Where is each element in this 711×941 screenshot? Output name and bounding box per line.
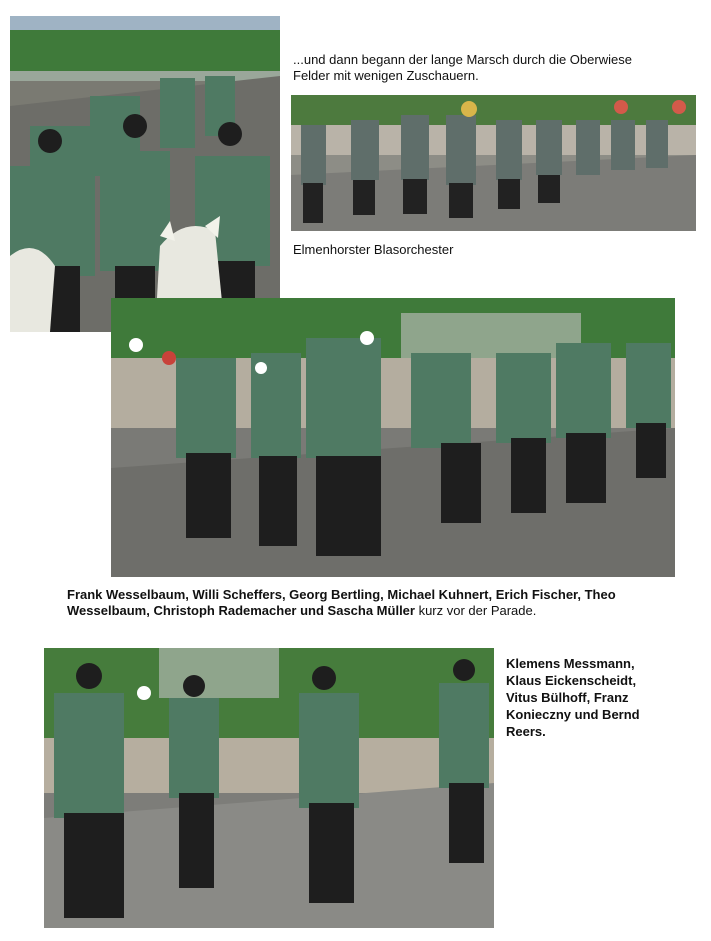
parade-leaders-photo (111, 298, 675, 577)
marching-column-photo (10, 16, 280, 332)
parade-caption-rest: kurz vor der Parade. (414, 603, 537, 618)
officers-caption: Klemens Messmann, Klaus Eickenscheidt, Vitus Bülhoff, Franz Konieczny und Bernd Reers. (506, 656, 640, 739)
parade-caption-names: Frank Wesselbaum, Willi Scheffers, Georg Bertling, Michael Kuhnert, Erich Fischer, Theo Wesselbaum, Christoph Rademacher und Sascha Müller (67, 587, 616, 618)
brass-band-photo (291, 95, 696, 231)
officers-photo (44, 648, 494, 928)
parade-caption (67, 587, 642, 619)
band-caption: Elmenhorster Blasorchester (293, 242, 454, 257)
march-caption: ...und dann begann der lange Marsch durch die Oberwiese Felder mit wenigen Zuschauern. (293, 52, 632, 83)
